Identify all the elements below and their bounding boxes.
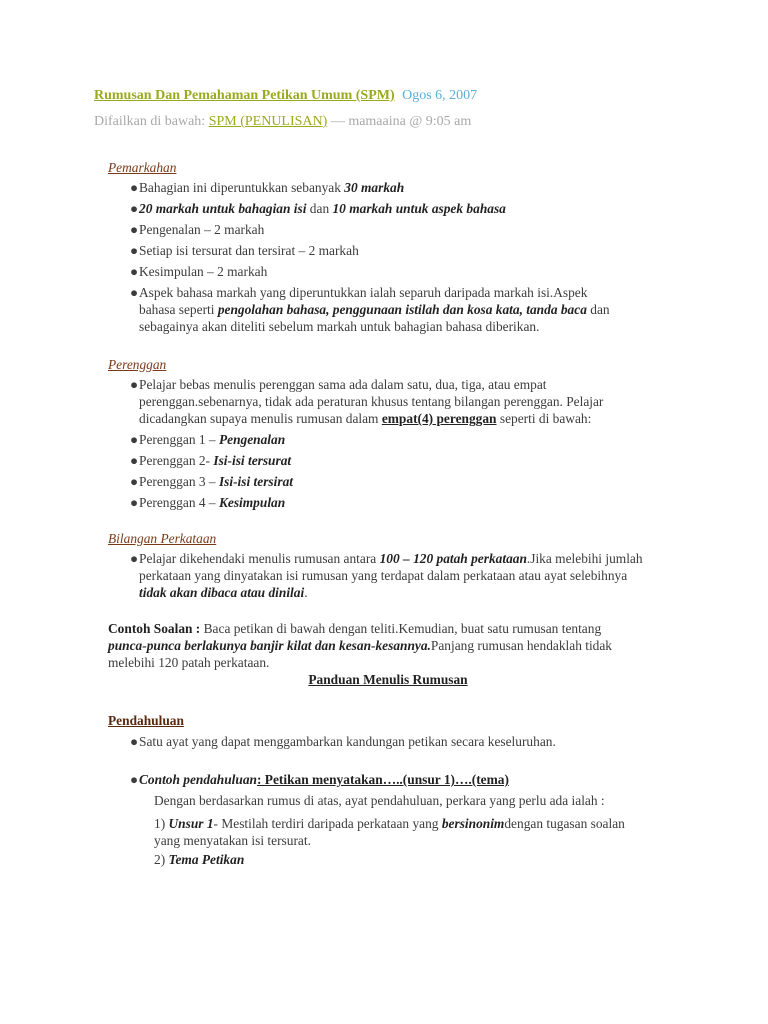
list-emphasis: empat(4) perenggan — [381, 411, 497, 426]
list-text: dan sebagainya akan diteliti sebelum markah untuk bahagian bahasa diberikan. — [139, 302, 610, 334]
item-emphasis: Unsur 1 — [168, 816, 214, 831]
list-emphasis: : Petikan menyatakan…..(unsur 1)….(tema) — [256, 772, 509, 787]
bullet-icon: ● — [130, 432, 139, 447]
author-time: — mamaaina @ 9:05 am — [327, 114, 472, 129]
contoh-soalan-paragraph — [108, 620, 640, 671]
bullet-icon: ● — [130, 285, 139, 300]
list-text: Kesimpulan – 2 markah — [139, 264, 268, 279]
list-item — [108, 200, 668, 217]
filed-prefix: Difailkan di bawah: — [94, 114, 209, 129]
list-item — [108, 452, 668, 469]
list-text: dan — [306, 201, 333, 216]
post-content — [108, 155, 668, 868]
item-text: dengan tugasan soalan yang menyatakan isi tersurat. — [154, 816, 625, 848]
list-item — [108, 733, 668, 750]
list-text: Perenggan 3 – — [139, 474, 219, 489]
list-text: Satu ayat yang dapat menggambarkan kandungan petikan secara keseluruhan. — [139, 734, 556, 749]
list-emphasis: Isi-isi tersurat — [213, 453, 292, 468]
section-heading-bilangan: Bilangan Perkataan — [108, 531, 217, 546]
bullet-icon: ● — [130, 495, 139, 510]
bilangan-list — [108, 550, 668, 601]
bullet-icon: ● — [130, 734, 139, 749]
bullet-icon: ● — [130, 474, 139, 489]
list-text: seperti di bawah: — [496, 411, 592, 426]
list-item — [108, 179, 668, 196]
list-text: . — [304, 585, 308, 600]
list-item — [108, 221, 668, 238]
bullet-icon: ● — [130, 264, 139, 279]
item-emphasis: bersinonim — [441, 816, 505, 831]
list-emphasis: Pengenalan — [218, 432, 286, 447]
list-text: Pelajar dikehendaki menulis rumusan antara — [139, 551, 380, 566]
bullet-icon: ● — [130, 243, 139, 258]
item-number: 1) — [154, 816, 169, 831]
list-item — [108, 431, 668, 448]
list-item — [108, 263, 668, 280]
list-text: Perenggan 4 – — [139, 495, 219, 510]
list-text: Perenggan 1 – — [139, 432, 219, 447]
bullet-icon: ● — [130, 453, 139, 468]
contoh-emphasis: punca-punca berlakunya banjir kilat dan kesan-kesannya. — [108, 638, 431, 653]
list-emphasis: tidak akan dibaca atau dinilai — [139, 585, 305, 600]
perenggan-list — [108, 376, 668, 511]
list-text: Perenggan 2- — [139, 453, 214, 468]
list-emphasis: 10 markah untuk aspek bahasa — [332, 201, 506, 216]
contoh-text: Panjang rumusan hendaklah tidak melebihi 120 patah perkataan. — [108, 638, 613, 670]
bullet-icon: ● — [130, 201, 139, 216]
detail-paragraph: Dengan berdasarkan rumus di atas, ayat pendahuluan, perkara yang perlu ada ialah : — [154, 793, 605, 808]
pendahuluan-list — [108, 733, 668, 788]
list-item — [108, 771, 668, 788]
detail-item-2 — [154, 851, 640, 868]
list-emphasis: 30 markah — [344, 180, 405, 195]
post-title-link[interactable]: Rumusan Dan Pemahaman Petikan Umum (SPM) — [94, 88, 395, 103]
contoh-label: Contoh Soalan : — [108, 621, 204, 636]
list-emphasis: pengolahan bahasa, penggunaan istilah dan kosa kata, tanda baca — [217, 302, 587, 317]
panduan-heading: Panduan Menulis Rumusan — [308, 672, 468, 687]
list-item — [108, 550, 644, 601]
item-text: - Mestilah terdiri daripada perkataan yang — [213, 816, 442, 831]
item-number: 2) — [154, 852, 169, 867]
list-item — [108, 376, 640, 427]
list-item — [108, 494, 668, 511]
list-text: Setiap isi tersurat dan tersirat – 2 markah — [139, 243, 359, 258]
list-item — [108, 242, 668, 259]
bullet-icon: ● — [130, 772, 139, 787]
bullet-icon: ● — [130, 377, 139, 392]
list-text: Aspek bahasa markah yang diperuntukkan ialah separuh daripada markah isi.Aspek bahasa seperti — [139, 285, 588, 317]
pemarkahan-list — [108, 179, 668, 335]
list-text: Pelajar bebas menulis perenggan sama ada dalam satu, dua, tiga, atau empat perenggan.sebenarnya, tidak ada peraturan khusus tentang bilangan perenggan. Pelajar dicadangkan supaya menulis rumusan dalam — [139, 377, 604, 426]
list-item — [108, 473, 668, 490]
bullet-icon: ● — [130, 551, 139, 566]
category-link[interactable]: SPM (PENULISAN) — [208, 114, 328, 129]
list-emphasis: 20 markah untuk bahagian isi — [139, 201, 307, 216]
list-text: Pengenalan – 2 markah — [139, 222, 265, 237]
list-emphasis: Kesimpulan — [218, 495, 286, 510]
contoh-text: Baca petikan di bawah dengan teliti.Kemudian, buat satu rumusan tentang — [203, 621, 602, 636]
bullet-icon: ● — [130, 180, 139, 195]
post-title-line — [94, 88, 477, 104]
bullet-icon: ● — [130, 222, 139, 237]
list-text: Bahagian ini diperuntukkan sebanyak — [139, 180, 345, 195]
list-emphasis: Contoh pendahuluan — [139, 772, 257, 787]
item-emphasis: Tema Petikan — [168, 852, 245, 867]
pendahuluan-details — [108, 792, 640, 868]
list-emphasis: Isi-isi tersirat — [218, 474, 293, 489]
detail-item-1 — [154, 815, 640, 849]
filed-under-line — [94, 114, 471, 130]
list-text: .Jika melebihi jumlah perkataan yang dinyatakan isi rumusan yang terdapat dalam perkataan atau ayat selebihnya — [139, 551, 643, 583]
post-date: Ogos 6, 2007 — [402, 88, 478, 103]
section-heading-pemarkahan: Pemarkahan — [108, 160, 177, 175]
section-heading-perenggan: Perenggan — [108, 357, 167, 372]
section-heading-pendahuluan: Pendahuluan — [108, 713, 184, 728]
list-item — [108, 284, 626, 335]
list-emphasis: 100 – 120 patah perkataan — [379, 551, 527, 566]
